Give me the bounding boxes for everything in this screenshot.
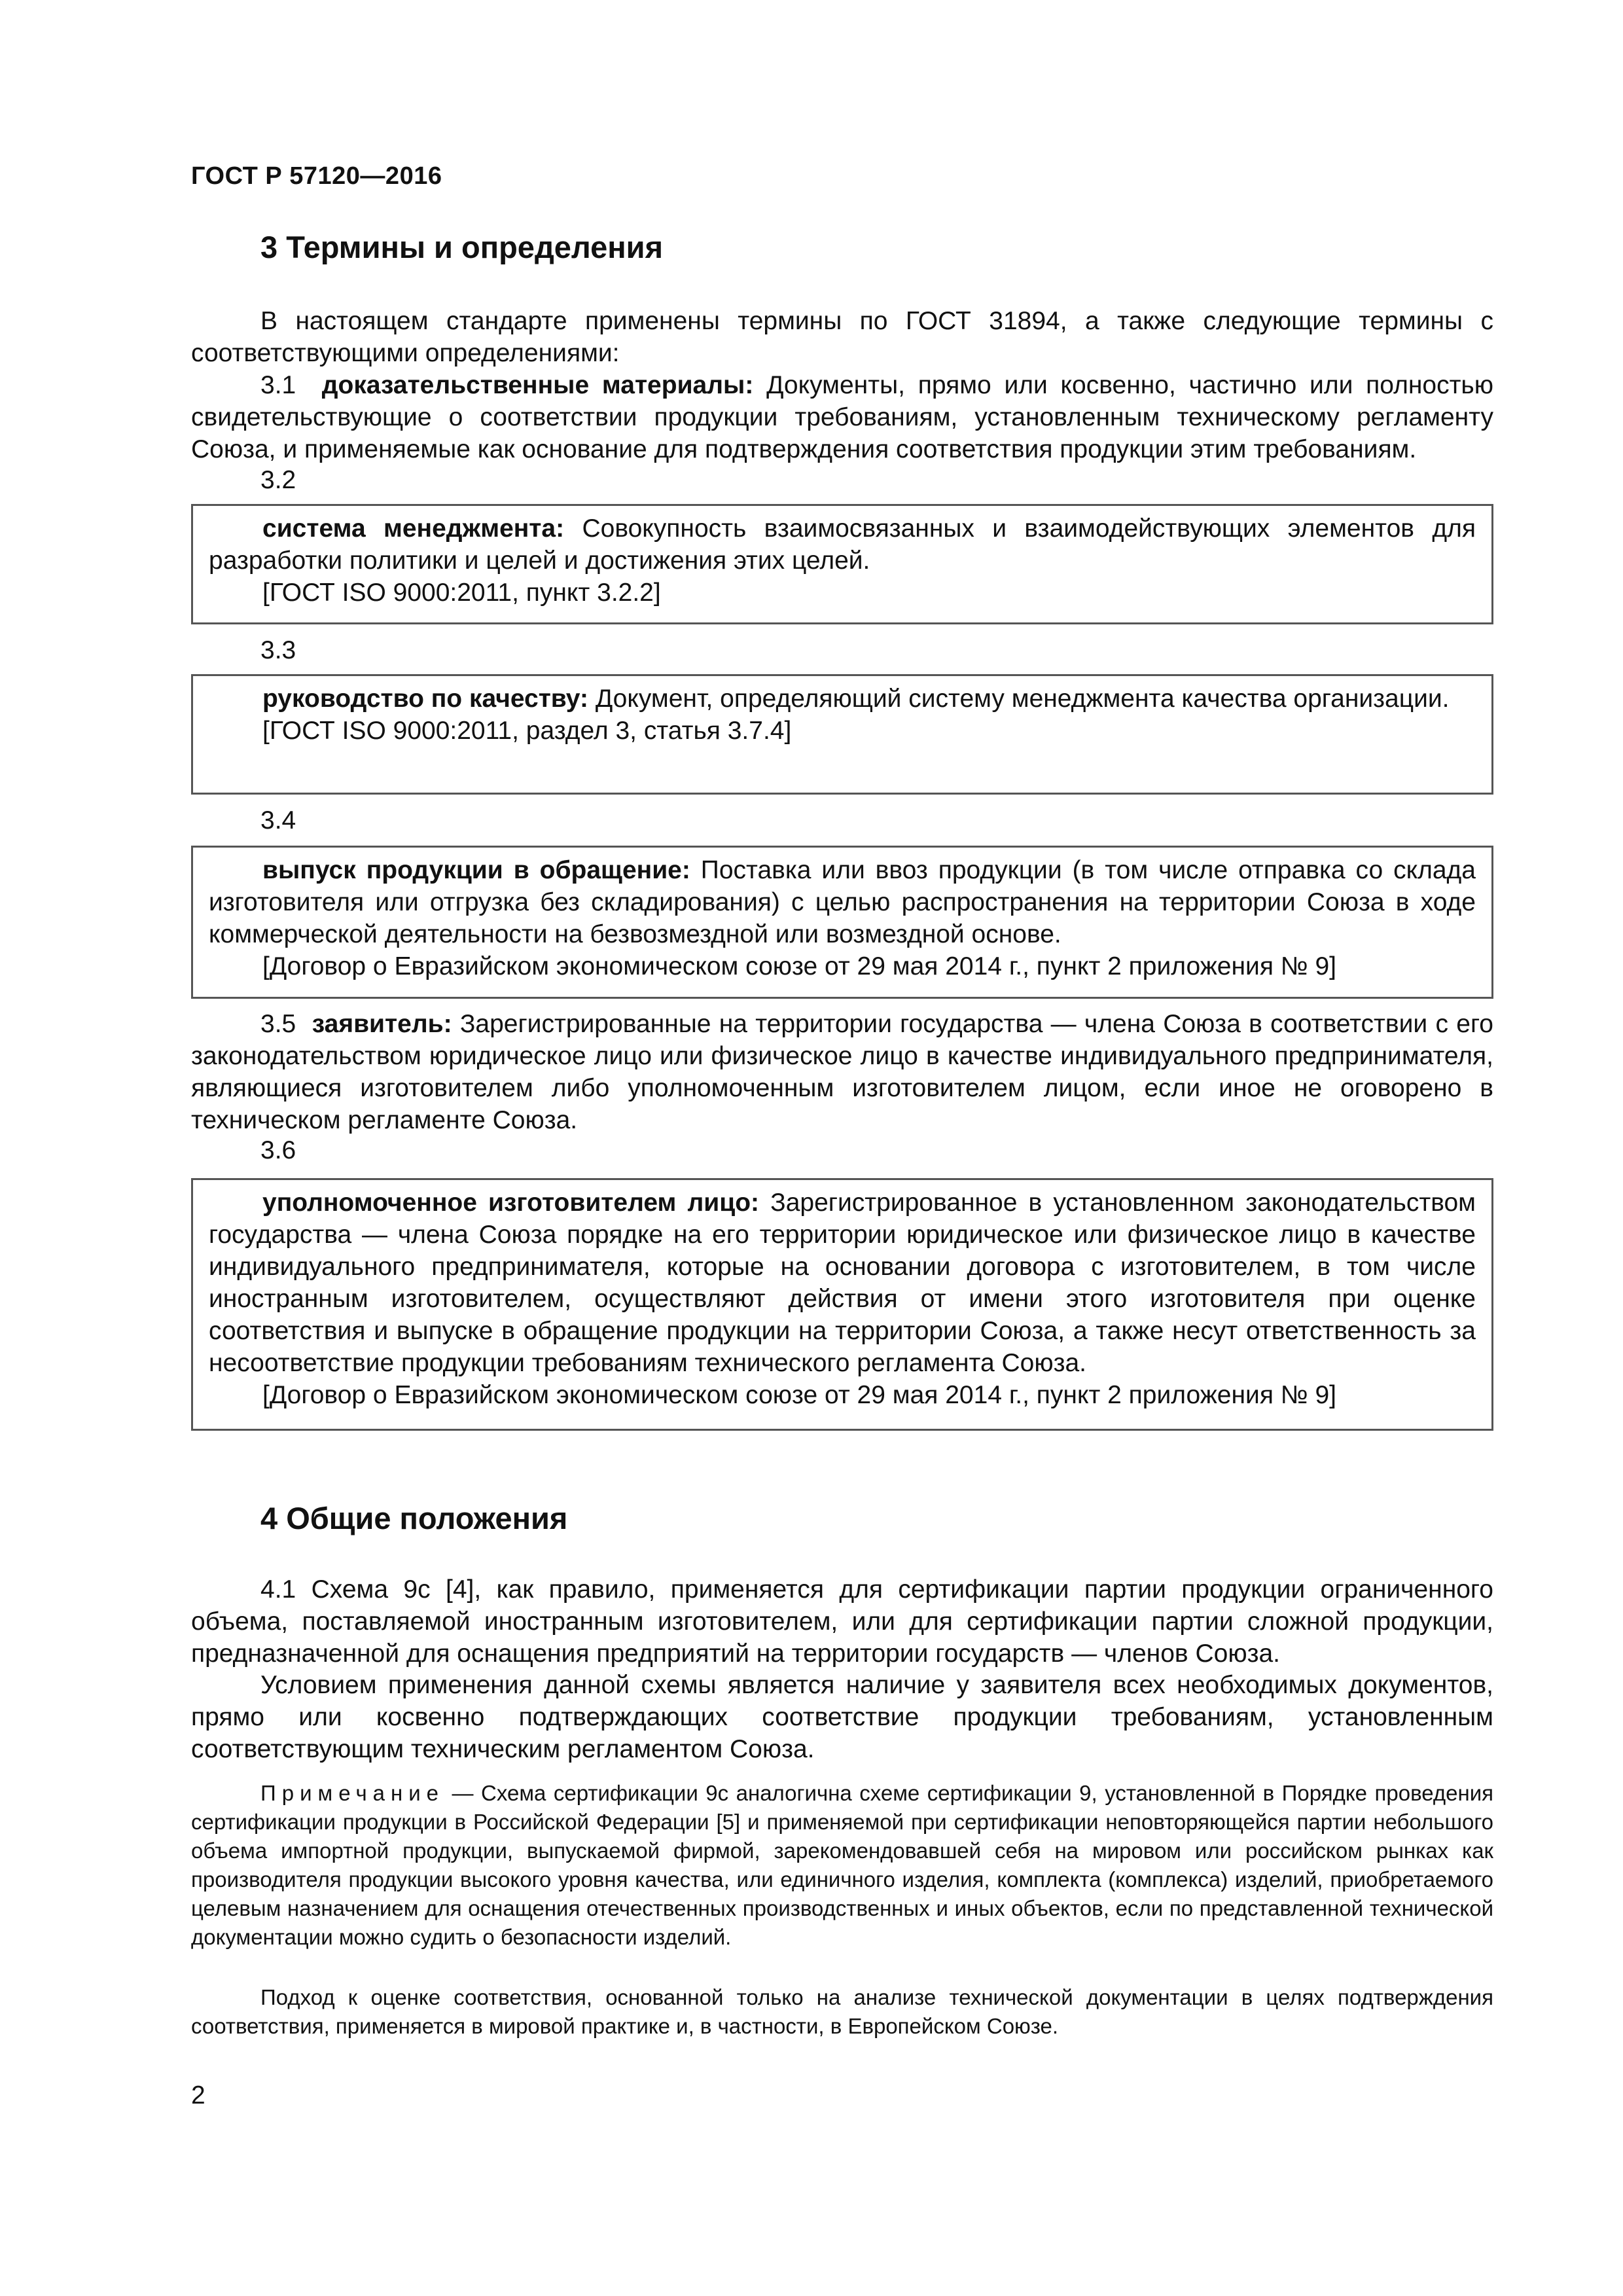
term-3-1-text: Документы, прямо или косвенно, частично или полностью свидетельствующие о соответствии продукции требованиям, установленным техническому регламенту Союза, и применяемые как основание для подтверждения соответствия продукции этим требованиям. [191, 371, 1494, 463]
term-3-6-text: Зарегистрированное в установленном законодательством государства — члена Союза порядке на его территории юридическое или физическое лицо в качестве индивидуального предпринимателя, которые на основании договора с изготовителем, в том числе иностранным изготовителем, осуществляют действия от имени этого изготовителя при оценке соответствия и выпуске в обращение продукции на территории Союза, а также несут ответственность за несоответствие продукции требованиям технического регламента Союза. [209, 1189, 1476, 1377]
document-header-id: ГОСТ Р 57120—2016 [191, 162, 442, 190]
term-3-2-source: [ГОСТ ISO 9000:2011, пункт 3.2.2] [262, 579, 661, 607]
term-3-4-box [191, 846, 1493, 999]
term-3-6-source: [Договор о Евразийском экономическом союзе от 29 мая 2014 г., пункт 2 приложения № 9] [262, 1381, 1336, 1409]
term-3-3-box [191, 674, 1493, 795]
section-3-title: 3 Термины и определения [260, 230, 663, 264]
term-3-6-term: уполномоченное изготовителем лицо: [262, 1189, 760, 1217]
term-3-2-term: система менеджмента: [262, 514, 565, 543]
section-4-title: 4 Общие положения [260, 1501, 568, 1535]
section-3-intro: В настоящем стандарте применены термины по ГОСТ 31894, а также следующие термины с соответствующими определениями: [191, 307, 1493, 367]
term-3-5 [191, 1008, 1493, 1136]
term-3-5-num: 3.5 [260, 1010, 296, 1038]
term-3-2-num: 3.2 [260, 466, 296, 494]
term-3-4-num: 3.4 [260, 806, 296, 834]
note-text: — Схема сертификации 9с аналогична схеме сертификации 9, установленной в Порядке проведения сертификации продукции в Российской Федерации [5] и применяемой при сертификации неповторяющейся партии небольшого объема импортной продукции, выпускаемой фирмой, зарекомендовавшей себя на мировом или российском рынках как производителя продукции высокого уровня качества, или единичного изделия, комплекта (комплекса) изделий, приобретаемого целевым назначением для оснащения отечественных производственных и иных объектов, если по представленной технической документации можно судить о безопасности изделий. [191, 1781, 1493, 1949]
note-label: Примечание [260, 1781, 445, 1805]
term-3-1-num: 3.1 [260, 371, 296, 399]
note-paragraph-2: Подход к оценке соответствия, основанной только на анализе технической документации в целях подтверждения соответствия, применяется в мировой практике и, в частности, в Европейском Союзе. [191, 1985, 1493, 2038]
page-number: 2 [191, 2081, 205, 2109]
term-3-3-num: 3.3 [260, 636, 296, 664]
term-3-5-text: Зарегистрированные на территории государства — члена Союза в соответствии с его законодательством юридическое лицо или физическое лицо в качестве индивидуального предпринимателя, являющиеся изготовителем либо уполномоченным изготовителем лицом, если иное не оговорено в техническом регламенте Союза. [191, 1010, 1493, 1134]
term-3-1 [191, 369, 1493, 465]
term-3-4-source: [Договор о Евразийском экономическом союзе от 29 мая 2014 г., пункт 2 приложения № 9] [262, 952, 1336, 980]
term-3-6-box [191, 1178, 1493, 1431]
term-3-4-text: Поставка или ввоз продукции (в том числе отправка со склада изготовителя или отгрузка без складирования) с целью распространения на территории Союза в ходе коммерческой деятельности на безвозмездной или возмездной основе. [209, 856, 1476, 948]
term-3-1-term: доказательственные материалы: [321, 371, 754, 399]
para-4-1-condition: Условием применения данной схемы является наличие у заявителя всех необходимых документов, прямо или косвенно подтверждающих соответствие продукции требованиям, установленным соответствующим техническим регламентом Союза. [191, 1671, 1493, 1763]
term-3-3-source: [ГОСТ ISO 9000:2011, раздел 3, статья 3.7.4] [262, 717, 792, 745]
term-3-2-text: Совокупность взаимосвязанных и взаимодействующих элементов для разработки политики и целей и достижения этих целей. [209, 514, 1476, 575]
note-paragraph [191, 1779, 1493, 1952]
term-3-2-box [191, 504, 1493, 624]
term-3-3-text: Документ, определяющий систему менеджмента качества организации. [588, 685, 1450, 713]
term-3-4-term: выпуск продукции в обращение: [262, 856, 690, 884]
term-3-6-num: 3.6 [260, 1136, 296, 1164]
term-3-5-term: заявитель: [312, 1010, 452, 1038]
para-4-1: 4.1 Схема 9с [4], как правило, применяется для сертификации партии продукции ограниченного объема, поставляемой иностранным изготовителем, или для сертификации партии сложной продукции, предназначенной для оснащения предприятий на территории государств — членов Союза. [191, 1575, 1493, 1668]
term-3-3-term: руководство по качеству: [262, 685, 588, 713]
